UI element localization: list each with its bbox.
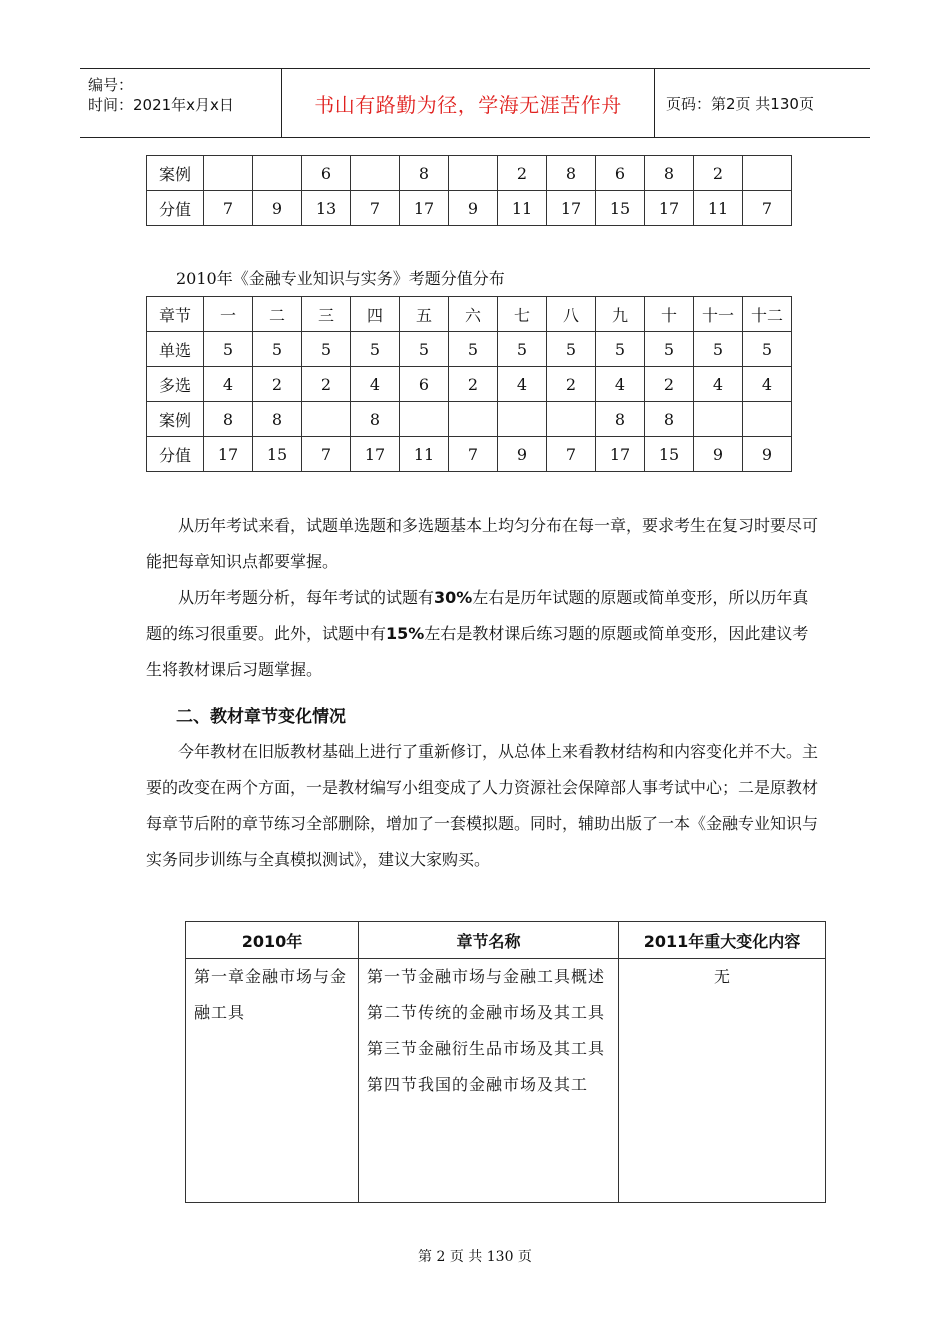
table-cell: 8 xyxy=(645,402,694,437)
table-row xyxy=(147,297,792,332)
table-row xyxy=(147,437,792,472)
section-item: 第一节金融市场与金融工具概述 xyxy=(367,967,606,986)
time-label: 时间：2021年x月x日 xyxy=(88,96,234,114)
page-header xyxy=(80,68,870,138)
table-row xyxy=(147,156,792,191)
table-cell: 17 xyxy=(645,191,694,226)
table-cell: 9 xyxy=(449,191,498,226)
row-label: 单选 xyxy=(147,332,204,367)
table-row xyxy=(147,367,792,402)
table-cell: 4 xyxy=(204,367,253,402)
table-row xyxy=(147,402,792,437)
table-cell: 8 xyxy=(351,402,400,437)
table-cell: 4 xyxy=(596,367,645,402)
table-cell: 九 xyxy=(596,297,645,332)
table-cell: 15 xyxy=(645,437,694,472)
sections-cell xyxy=(359,959,619,1203)
table-cell xyxy=(302,402,351,437)
table-cell: 7 xyxy=(449,437,498,472)
header-changes-2011: 2011年重大变化内容 xyxy=(619,922,826,959)
table-cell: 4 xyxy=(351,367,400,402)
table-cell: 15 xyxy=(253,437,302,472)
table-cell: 三 xyxy=(302,297,351,332)
row-label: 章节 xyxy=(147,297,204,332)
motto: 书山有路勤为径，学海无涯苦作舟 xyxy=(282,69,655,137)
table-row xyxy=(147,332,792,367)
table-cell xyxy=(449,402,498,437)
table-cell: 八 xyxy=(547,297,596,332)
section-item: 第三节金融衍生品市场及其工具 xyxy=(367,1039,606,1058)
table-cell: 6 xyxy=(400,367,449,402)
row-label: 多选 xyxy=(147,367,204,402)
table-cell: 7 xyxy=(204,191,253,226)
table-row xyxy=(186,959,826,1203)
table-cell: 4 xyxy=(743,367,792,402)
header-left-cell xyxy=(80,69,282,137)
table-cell: 2 xyxy=(547,367,596,402)
table-cell: 十一 xyxy=(694,297,743,332)
table-cell: 一 xyxy=(204,297,253,332)
table-cell: 5 xyxy=(302,332,351,367)
table-cell: 17 xyxy=(547,191,596,226)
table-cell: 2 xyxy=(449,367,498,402)
table-cell: 5 xyxy=(253,332,302,367)
table-caption: 2010年《金融专业知识与实务》考题分值分布 xyxy=(176,269,505,288)
table-cell: 15 xyxy=(596,191,645,226)
score-table-2010 xyxy=(146,296,792,472)
table-cell: 2 xyxy=(302,367,351,402)
chapter-change-table xyxy=(185,921,826,1203)
number-label: 编号： xyxy=(88,76,134,94)
table-cell: 8 xyxy=(253,402,302,437)
table-cell: 17 xyxy=(596,437,645,472)
row-label: 案例 xyxy=(147,402,204,437)
row-label: 案例 xyxy=(147,156,204,191)
table-cell: 5 xyxy=(351,332,400,367)
table-cell: 5 xyxy=(449,332,498,367)
table-cell xyxy=(694,402,743,437)
table-cell: 13 xyxy=(302,191,351,226)
table-cell: 9 xyxy=(743,437,792,472)
table-cell: 十二 xyxy=(743,297,792,332)
table-cell: 8 xyxy=(400,156,449,191)
paragraph-text: 今年教材在旧版教材基础上进行了重新修订，从总体上来看教材结构和内容变化并不大。主要的改变在两个方面，一是教材编写小组变成了人力资源社会保障部人事考试中心；二是原教材每章节后附的章节练习全部删除，增加了一套模拟题。同时，辅助出版了一本《金融专业知识与实务同步训练与全真模拟测试》，建议大家购买。 xyxy=(146,742,819,869)
table-cell: 七 xyxy=(498,297,547,332)
table-cell: 5 xyxy=(694,332,743,367)
table-cell: 二 xyxy=(253,297,302,332)
header-chapter-name: 章节名称 xyxy=(359,922,619,959)
change-value: 无 xyxy=(713,967,730,986)
paragraph-text: 从历年考题分析，每年考试的试题有 xyxy=(178,588,435,607)
table-cell: 5 xyxy=(400,332,449,367)
table-cell: 8 xyxy=(645,156,694,191)
table-cell xyxy=(547,402,596,437)
table-cell: 6 xyxy=(596,156,645,191)
table-cell: 7 xyxy=(743,191,792,226)
table-cell: 六 xyxy=(449,297,498,332)
table-cell: 2 xyxy=(498,156,547,191)
section-item: 第四节我国的金融市场及其工 xyxy=(367,1075,589,1094)
table-cell xyxy=(253,156,302,191)
paragraph-text: 左右是教材课后练习题的原题或简单变形，因此建议考生将教材课后习题掌握。 xyxy=(146,624,809,679)
table-cell xyxy=(400,402,449,437)
table-cell: 8 xyxy=(547,156,596,191)
table-cell: 17 xyxy=(351,437,400,472)
table-cell: 四 xyxy=(351,297,400,332)
paragraph-distribution xyxy=(146,508,824,580)
table-cell: 11 xyxy=(498,191,547,226)
table-cell xyxy=(498,402,547,437)
chapter-title: 第一章金融市场与金融工具 xyxy=(194,967,348,1022)
table-cell: 9 xyxy=(498,437,547,472)
table-cell: 6 xyxy=(302,156,351,191)
table-cell: 7 xyxy=(351,191,400,226)
table-cell xyxy=(204,156,253,191)
table-cell: 5 xyxy=(645,332,694,367)
table-cell: 7 xyxy=(302,437,351,472)
table-cell: 5 xyxy=(498,332,547,367)
change-cell xyxy=(619,959,826,1203)
paragraph-text: 左右是历年试题的原题或简单变形，所以历年真题的练习很重要。此外，试题中有 xyxy=(146,588,809,643)
paragraph-revision xyxy=(146,734,824,878)
table-cell: 2 xyxy=(253,367,302,402)
table-cell: 十 xyxy=(645,297,694,332)
table-cell xyxy=(351,156,400,191)
chapter-cell xyxy=(186,959,359,1203)
page-label: 页码：第2页 共130页 xyxy=(666,94,814,113)
table-cell: 5 xyxy=(547,332,596,367)
page-footer: 第 2 页 共 130 页 xyxy=(418,1249,532,1265)
score-table-continued xyxy=(146,155,792,226)
table-cell: 8 xyxy=(596,402,645,437)
table-cell: 11 xyxy=(400,437,449,472)
section-item: 第二节传统的金融市场及其工具 xyxy=(367,1003,606,1022)
table-cell: 5 xyxy=(204,332,253,367)
table-cell: 17 xyxy=(204,437,253,472)
table-cell: 五 xyxy=(400,297,449,332)
table-cell: 2 xyxy=(645,367,694,402)
row-label: 分值 xyxy=(147,191,204,226)
table-cell: 17 xyxy=(400,191,449,226)
percent-30: 30% xyxy=(434,588,473,607)
row-label: 分值 xyxy=(147,437,204,472)
paragraph-text: 从历年考试来看，试题单选题和多选题基本上均匀分布在每一章，要求考生在复习时要尽可能把每章知识点都要掌握。 xyxy=(146,516,819,571)
table-cell: 5 xyxy=(743,332,792,367)
table-cell: 4 xyxy=(694,367,743,402)
table-cell: 8 xyxy=(204,402,253,437)
table-cell: 7 xyxy=(547,437,596,472)
table-cell: 2 xyxy=(694,156,743,191)
table-cell xyxy=(449,156,498,191)
table-header-row xyxy=(186,922,826,959)
table-cell: 9 xyxy=(694,437,743,472)
table-cell: 11 xyxy=(694,191,743,226)
table-cell: 5 xyxy=(596,332,645,367)
table-cell xyxy=(743,402,792,437)
section-title: 二、教材章节变化情况 xyxy=(176,707,346,727)
percent-15: 15% xyxy=(386,624,425,643)
table-cell: 9 xyxy=(253,191,302,226)
header-year-2010: 2010年 xyxy=(186,922,359,959)
table-row xyxy=(147,191,792,226)
table-cell xyxy=(743,156,792,191)
paragraph-analysis xyxy=(146,580,824,688)
table-cell: 4 xyxy=(498,367,547,402)
